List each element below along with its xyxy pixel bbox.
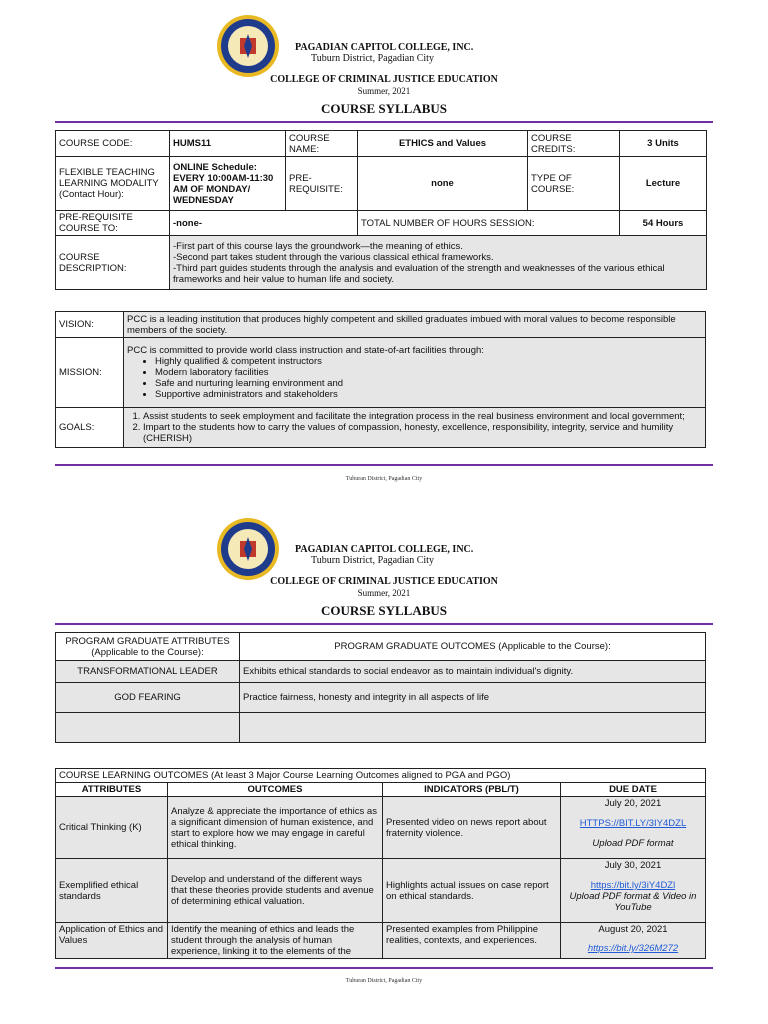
course-type: Lecture bbox=[620, 157, 707, 211]
course-code: HUMS11 bbox=[170, 131, 286, 157]
clo-indicator: Presented examples from Philippine realities, contexts, and experiences. bbox=[383, 923, 561, 959]
vision-mission-goals-table bbox=[55, 311, 706, 448]
term: Summer, 2021 bbox=[357, 588, 411, 598]
description-line: -Second part takes student through the various classical ethical frameworks. bbox=[173, 251, 494, 263]
clo-header-due-date: DUE DATE bbox=[561, 783, 706, 797]
due-date: July 30, 2021 bbox=[604, 860, 662, 871]
college-seal-icon bbox=[216, 14, 280, 78]
pga-header: PROGRAM GRADUATE ATTRIBUTES (Applicable to the Course): bbox=[56, 633, 240, 661]
list-item: • Modern laboratory facilities bbox=[155, 367, 702, 378]
prereq-course-label: PRE-REQUISITE COURSE TO: bbox=[56, 211, 170, 236]
header-rule bbox=[55, 623, 713, 625]
description-label: COURSE DESCRIPTION: bbox=[56, 236, 170, 290]
list-item: • Safe and nurturing learning environment and bbox=[155, 378, 702, 389]
prereq-label: PRE-REQUISITE: bbox=[286, 157, 358, 211]
page-footer: Tuburan District, Pagadian City bbox=[345, 978, 423, 984]
clo-indicator: Highlights actual issues on case report on ethical standards. bbox=[383, 859, 561, 923]
goals-list bbox=[127, 411, 702, 444]
term: Summer, 2021 bbox=[357, 86, 411, 96]
clo-due-date bbox=[561, 923, 706, 959]
mission-intro: PCC is committed to provide world class instruction and state-of-art facilities through: bbox=[127, 345, 484, 356]
submission-link[interactable]: https://bit.ly/326M272 bbox=[587, 943, 679, 954]
clo-title: COURSE LEARNING OUTCOMES (At least 3 Major Course Learning Outcomes aligned to PGA and PGO) bbox=[56, 769, 706, 783]
pga-attribute: TRANSFORMATIONAL LEADER bbox=[56, 661, 240, 683]
clo-outcome: Develop and understand of the different ways that these theories provide students and avenue of determining ethical valuation. bbox=[168, 859, 383, 923]
submission-link[interactable]: HTTPS://BIT.LY/3IY4DZL bbox=[579, 818, 687, 829]
table-row bbox=[56, 923, 706, 959]
course-info-table bbox=[55, 130, 707, 290]
submission-link[interactable]: https://bit.ly/3iY4DZl bbox=[590, 880, 676, 891]
course-credits-label: COURSE CREDITS: bbox=[528, 131, 620, 157]
footer-rule bbox=[55, 967, 713, 969]
list-item: 1. Assist students to seek employment and facilitate the integration process in the real business environment and local government; bbox=[143, 411, 702, 422]
course-learning-outcomes-table bbox=[55, 768, 706, 959]
vision-text: PCC is a leading institution that produces highly competent and skilled graduates imbued with moral values to become responsible members of the society. bbox=[124, 312, 706, 338]
pgo-outcome: Exhibits ethical standards to social endeavor as to maintain individual's dignity. bbox=[240, 661, 706, 683]
document-title: COURSE SYLLABUS bbox=[320, 603, 448, 618]
footer-rule bbox=[55, 464, 713, 466]
clo-due-date bbox=[561, 859, 706, 923]
description-line: -First part of this course lays the groundwork—the meaning of ethics. bbox=[173, 240, 463, 252]
hours: 54 Hours bbox=[620, 211, 707, 236]
course-description bbox=[170, 236, 707, 290]
school-address: Tuburn District, Pagadian City bbox=[311, 53, 434, 64]
pgo-outcome: Practice fairness, honesty and integrity in all aspects of life bbox=[240, 683, 706, 713]
goals-text bbox=[124, 408, 706, 448]
clo-header-outcomes: OUTCOMES bbox=[168, 783, 383, 797]
college-seal-icon bbox=[216, 517, 280, 581]
description-line: -Third part guides students through the analysis and evaluation of the strength and weaknesses of the various ethical frameworks and heir value to human life and society. bbox=[173, 262, 665, 285]
modality-label: FLEXIBLE TEACHING LEARNING MODALITY (Contact Hour): bbox=[56, 157, 170, 211]
school-address: Tuburn District, Pagadian City bbox=[311, 555, 434, 566]
clo-outcome: Analyze & appreciate the importance of ethics as a significant dimension of human existence, and start to explore how we may engage in careful ethical thinking. bbox=[168, 797, 383, 859]
vision-label: VISION: bbox=[56, 312, 124, 338]
clo-header-indicators: INDICATORS (PBL/T) bbox=[383, 783, 561, 797]
table-row bbox=[56, 797, 706, 859]
hours-label: TOTAL NUMBER OF HOURS SESSION: bbox=[358, 211, 620, 236]
document-title: COURSE SYLLABUS bbox=[320, 101, 448, 116]
table-row bbox=[56, 859, 706, 923]
schedule: ONLINE Schedule: EVERY 10:00AM-11:30 AM OF MONDAY/ WEDNESDAY bbox=[170, 157, 286, 211]
mission-list bbox=[127, 356, 702, 400]
list-item: • Supportive administrators and stakeholders bbox=[155, 389, 702, 400]
clo-attribute: Critical Thinking (K) bbox=[56, 797, 168, 859]
submission-note: Upload PDF format bbox=[592, 838, 674, 849]
goals-label: GOALS: bbox=[56, 408, 124, 448]
clo-indicator: Presented video on news report about fraternity violence. bbox=[383, 797, 561, 859]
prereq-course: -none- bbox=[170, 211, 358, 236]
due-date: July 20, 2021 bbox=[604, 798, 662, 809]
header-rule bbox=[55, 121, 713, 123]
prereq: none bbox=[358, 157, 528, 211]
clo-outcome: Identify the meaning of ethics and leads the student through the analysis of human experience, linking it to the elements of the bbox=[168, 923, 383, 959]
course-name: ETHICS and Values bbox=[358, 131, 528, 157]
pgo-outcome bbox=[240, 713, 706, 743]
pga-pgo-table bbox=[55, 632, 706, 743]
mission-text bbox=[124, 338, 706, 408]
pgo-header: PROGRAM GRADUATE OUTCOMES (Applicable to the Course): bbox=[240, 633, 706, 661]
list-item: • Highly qualified & competent instructors bbox=[155, 356, 702, 367]
syllabus-page-2 bbox=[0, 505, 768, 1024]
pga-attribute: GOD FEARING bbox=[56, 683, 240, 713]
syllabus-page-1 bbox=[0, 0, 768, 490]
clo-due-date bbox=[561, 797, 706, 859]
course-code-label: COURSE CODE: bbox=[56, 131, 170, 157]
college-name: COLLEGE OF CRIMINAL JUSTICE EDUCATION bbox=[270, 74, 498, 85]
college-name: COLLEGE OF CRIMINAL JUSTICE EDUCATION bbox=[270, 576, 498, 587]
submission-note: Upload PDF format & Video in YouTube bbox=[569, 891, 697, 913]
course-name-label: COURSE NAME: bbox=[286, 131, 358, 157]
clo-header-attributes: ATTRIBUTES bbox=[56, 783, 168, 797]
school-name: PAGADIAN CAPITOL COLLEGE, INC. bbox=[295, 544, 474, 555]
clo-attribute: Exemplified ethical standards bbox=[56, 859, 168, 923]
school-name: PAGADIAN CAPITOL COLLEGE, INC. bbox=[295, 42, 474, 53]
mission-label: MISSION: bbox=[56, 338, 124, 408]
list-item: 2. Impart to the students how to carry the values of compassion, honesty, excellence, responsibility, integrity, service and humility (CHERISH) bbox=[143, 422, 702, 444]
clo-attribute: Application of Ethics and Values bbox=[56, 923, 168, 959]
page-footer: Tuburan District, Pagadian City bbox=[345, 476, 423, 482]
due-date: August 20, 2021 bbox=[598, 924, 668, 935]
course-credits: 3 Units bbox=[620, 131, 707, 157]
pga-attribute bbox=[56, 713, 240, 743]
course-type-label: TYPE OF COURSE: bbox=[528, 157, 620, 211]
